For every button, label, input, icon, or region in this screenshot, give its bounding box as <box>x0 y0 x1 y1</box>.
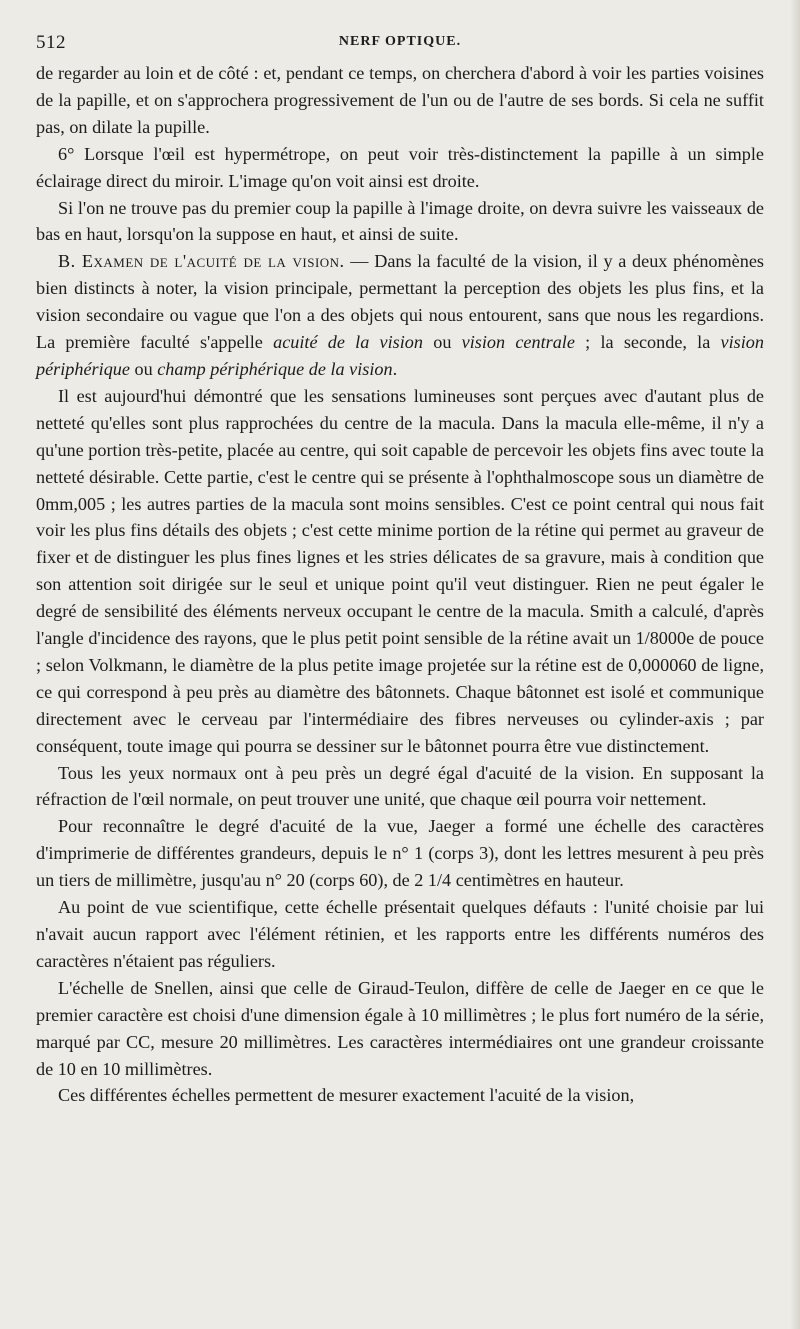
paragraph: Tous les yeux normaux ont à peu près un degré égal d'acuité de la vision. En supposant la réfraction de l'œil normale, on peut trouver une unité, que chaque œil pourra voir nettement. <box>36 762 764 810</box>
running-title: NERF OPTIQUE. <box>338 34 462 49</box>
section-b-paragraph: B. Examen de l'acuité de la vision. — Dans la faculté de la vision, il y a deux phénomènes bien distincts à noter, la vision principale, permettant la perception des objets les plus fins, et la vision secondaire ou vague que l'on a des objets qui nous entourent, sans que nous les regardions. La première faculté s'appelle acuité de la vision ou vision centrale ; la seconde, la vision périphérique ou champ périphérique de la vision. <box>36 251 764 379</box>
page-number: 512 <box>36 32 66 53</box>
paragraph: Pour reconnaître le degré d'acuité de la vue, Jaeger a formé une échelle des caractères d'imprimerie de différentes grandeurs, depuis le n° 1 (corps 3), dont les lettres mesurent à peu près un tiers de millimètre, jusqu'au n° 20 (corps 60), de 2 1/4 centimètres en hauteur. <box>36 816 764 891</box>
paragraph: de regarder au loin et de côté : et, pendant ce temps, on cherchera d'abord à voir les parties voisines de la papille, et on s'approchera progressivement de l'un ou de l'autre de ses bords. Si cela ne suffit pas, on dilate la pupille. <box>36 63 764 137</box>
term: champ périphérique de la vision <box>157 358 393 379</box>
paragraph: Au point de vue scientifique, cette échelle présentait quelques défauts : l'unité choisie par lui n'avait aucun rapport avec l'élément rétinien, et les rapports entre les différents numéros des caractères n'étaient pas réguliers. <box>36 897 764 971</box>
term: acuité de la vision <box>273 332 423 353</box>
paragraph: Si l'on ne trouve pas du premier coup la papille à l'image droite, on devra suivre les vaisseaux de bas en haut, lorsqu'on la suppose en haut, et ainsi de suite. <box>36 197 764 245</box>
term: vision centrale <box>461 332 575 353</box>
paragraph: Il est aujourd'hui démontré que les sensations lumineuses sont perçues avec d'autant plus de netteté qu'elles sont plus rapprochées du centre de la macula. Dans la macula elle-même, il n'y a qu'une portion très-petite, placée au centre, qui soit capable de percevoir les objets fins avec toute la netteté désirable. Cette partie, c'est le centre qui se présente à l'ophthalmoscope sous un diamètre de 0mm,005 ; les autres parties de la macula sont moins sensibles. C'est ce point central qui nous fait voir les plus fins détails des objets ; c'est cette minime portion de la rétine qui permet au graveur de fixer et de distinguer les plus fines lignes et les stries délicates de sa gravure, mais à condition que son attention soit dirigée sur le seul et unique point qu'il veut distinguer. Rien ne peut égaler le degré de sensibilité des éléments nerveux occupant le centre de la macula. Smith a calculé, d'après l'angle d'incidence des rayons, que le plus petit point sensible de la rétine avait un 1/8000e de pouce ; selon Volkmann, le diamètre de la plus petite image projetée sur la rétine est de 0,000060 de ligne, ce qui correspond à peu près au diamètre des bâtonnets. Chaque bâtonnet est isolé et communique directement avec le cerveau par l'intermédiaire des fibres nerveuses ou cylinder-axis ; par conséquent, toute image qui pourra se dessiner sur le bâtonnet pourra être vue distinctement. <box>36 385 764 756</box>
paragraph: 6° Lorsque l'œil est hypermétrope, on peut voir très-distinctement la papille à un simple éclairage direct du miroir. L'image qu'on voit ainsi est droite. <box>36 143 764 191</box>
paragraph: Ces différentes échelles permettent de mesurer exactement l'acuité de la vision, <box>58 1085 635 1106</box>
page-header <box>36 26 764 52</box>
body-text <box>36 60 764 1109</box>
section-heading: B. Examen de l'acuité de la vision. <box>58 251 345 272</box>
paragraph: L'échelle de Snellen, ainsi que celle de Giraud-Teulon, diffère de celle de Jaeger en ce que le premier caractère est choisi d'une dimension égale à 10 millimètres ; le plus fort numéro de la série, marqué par CC, mesure 20 millimètres. Les caractères intermédiaires ont une grandeur croissante de 10 en 10 millimètres. <box>36 977 764 1079</box>
term: vision périphérique <box>36 332 764 379</box>
